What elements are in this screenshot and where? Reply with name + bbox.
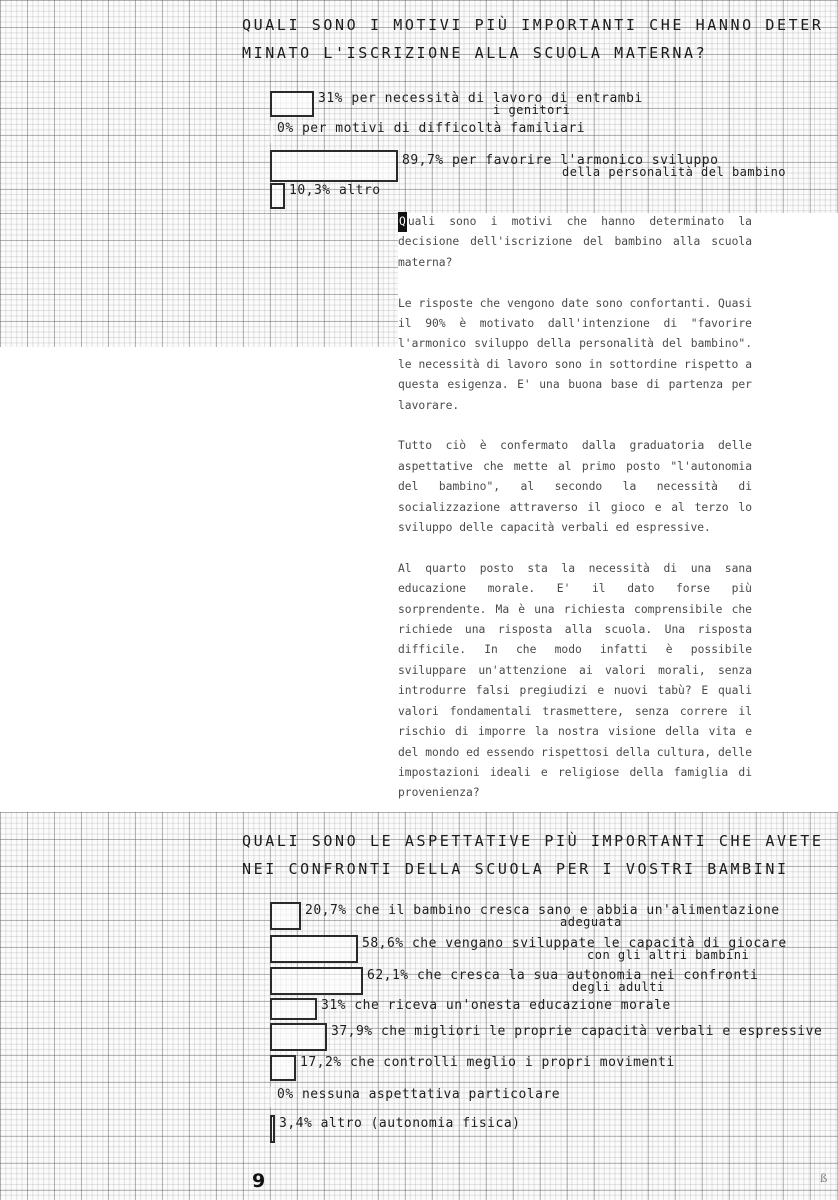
chart2-bar — [270, 998, 317, 1020]
bar-description: per necessità di lavoro di entrambi — [351, 91, 643, 106]
page-number: 9 — [252, 1170, 266, 1192]
chart1-bar — [270, 183, 285, 209]
percent-value: 0% — [277, 1087, 302, 1102]
percent-value: 89,7% — [402, 153, 452, 168]
chart1-bar — [270, 150, 398, 182]
bar-description: altro — [338, 183, 381, 198]
percent-value: 37,9% — [331, 1024, 381, 1039]
essay-paragraph-2: Le risposte che vengono date sono confortanti. Quasi il 90% è motivato dall'intenzione di "favorire l'armonico sviluppo della personalità del bambino". le necessità di lavoro sono in sottordine rispetto a questa esigenza. E' una buona base di partenza per lavorare. — [398, 296, 752, 412]
chart2-bar-label — [331, 1024, 822, 1039]
bar-description: che migliori le proprie capacità verbali e espressive — [380, 1024, 823, 1039]
bar-description: che cresca la sua autonomia nei confronti — [416, 968, 759, 983]
graph-paper-top-left — [0, 213, 398, 347]
percent-value: 31% — [318, 91, 352, 106]
bar-description: per motivi di difficoltà familiari — [301, 121, 586, 136]
drop-initial: Q — [398, 212, 407, 232]
bar-description: altro (autonomia fisica) — [320, 1116, 521, 1131]
chart2-bar — [270, 967, 363, 995]
chart1-bar-label — [289, 183, 381, 198]
chart1-bar — [270, 121, 273, 143]
chart2-bar — [270, 1023, 327, 1051]
chart2-bar — [270, 1115, 275, 1143]
percent-value: 58,6% — [362, 936, 412, 951]
percent-value: 3,4% — [279, 1116, 321, 1131]
chart1-bar-label — [318, 91, 643, 106]
chart2-bar-label — [300, 1055, 675, 1070]
chart1-bar-label — [277, 121, 585, 136]
chart1-title-line1: QUALI SONO I MOTIVI PIÙ IMPORTANTI CHE HANNO DETER — [242, 16, 824, 34]
essay-paragraph-3: Tutto ciò è confermato dalla graduatoria delle aspettative che mette al primo posto "l'autonomia del bambino", al secondo la necessità di socializzazione attraverso il gioco e al terzo lo sviluppo delle capacità verbali ed espressive. — [398, 439, 752, 535]
percent-value: 31% — [321, 998, 355, 1013]
chart2-bar — [270, 1087, 273, 1107]
chart2-bar-label-continued: degli adulti — [572, 980, 665, 994]
corner-mark: ß — [820, 1172, 828, 1185]
bar-description: nessuna aspettativa particolare — [301, 1087, 561, 1102]
chart1-bar — [270, 91, 314, 117]
bar-description: che riceva un'onesta educazione morale — [354, 998, 671, 1013]
percent-value: 62,1% — [367, 968, 417, 983]
percent-value: 17,2% — [300, 1055, 350, 1070]
percent-value: 0% — [277, 121, 302, 136]
chart1-bar-label-continued: i genitori — [493, 103, 571, 117]
chart1-title-line2: MINATO L'ISCRIZIONE ALLA SCUOLA MATERNA? — [242, 44, 708, 62]
bar-description: per favorire l'armonico sviluppo — [451, 153, 719, 168]
article-text — [398, 212, 752, 824]
chart2-bar-label-continued: con gli altri bambini — [587, 948, 750, 962]
chart2-bar — [270, 1055, 296, 1081]
chart2-bar-label — [305, 903, 780, 918]
chart2-title-line1: QUALI SONO LE ASPETTATIVE PIÙ IMPORTANTI CHE AVETE — [242, 832, 824, 850]
bar-description: che il bambino cresca sano e abbia un'alimentazione — [354, 903, 780, 918]
chart2-bar-label — [321, 998, 671, 1013]
essay-paragraph-4: Al quarto posto sta la necessità di una sana educazione morale. E' il dato forse più sorprendente. Ma è una richiesta comprensibile che richiede una risposta alla scuola. Una risposta difficile. In che modo infatti è possibile sviluppare un'attenzione ai valori morali, senza introdurre falsi pregiudizi e nuovi tabù? E quali valori fondamentali trasmettere, senza correre il rischio di imporre la nostra visione della vita e del mondo ed essendo rispettosi della cultura, delle impostazioni ideali e religiose della famiglia di provenienza? — [398, 561, 752, 800]
bar-description: che controlli meglio i propri movimenti — [349, 1055, 675, 1070]
chart2-bar-label — [279, 1116, 520, 1131]
chart1-bar-label-continued: della personalità del bambino — [562, 165, 787, 179]
essay-paragraph-1: Q uali sono i motivi che hanno determinato la decisione dell'iscrizione del bambino alla scuola materna? — [398, 212, 752, 273]
chart2-title-line2: NEI CONFRONTI DELLA SCUOLA PER I VOSTRI BAMBINI — [242, 860, 789, 878]
chart2-bar-label — [367, 968, 758, 983]
chart2-bar-label-continued: adeguata — [560, 915, 622, 929]
chart2-bar — [270, 902, 301, 930]
bar-description: che vengano sviluppate le capacità di giocare — [411, 936, 787, 951]
percent-value: 10,3% — [289, 183, 339, 198]
chart2-bar — [270, 935, 358, 963]
percent-value: 20,7% — [305, 903, 355, 918]
chart2-bar-label — [277, 1087, 560, 1102]
